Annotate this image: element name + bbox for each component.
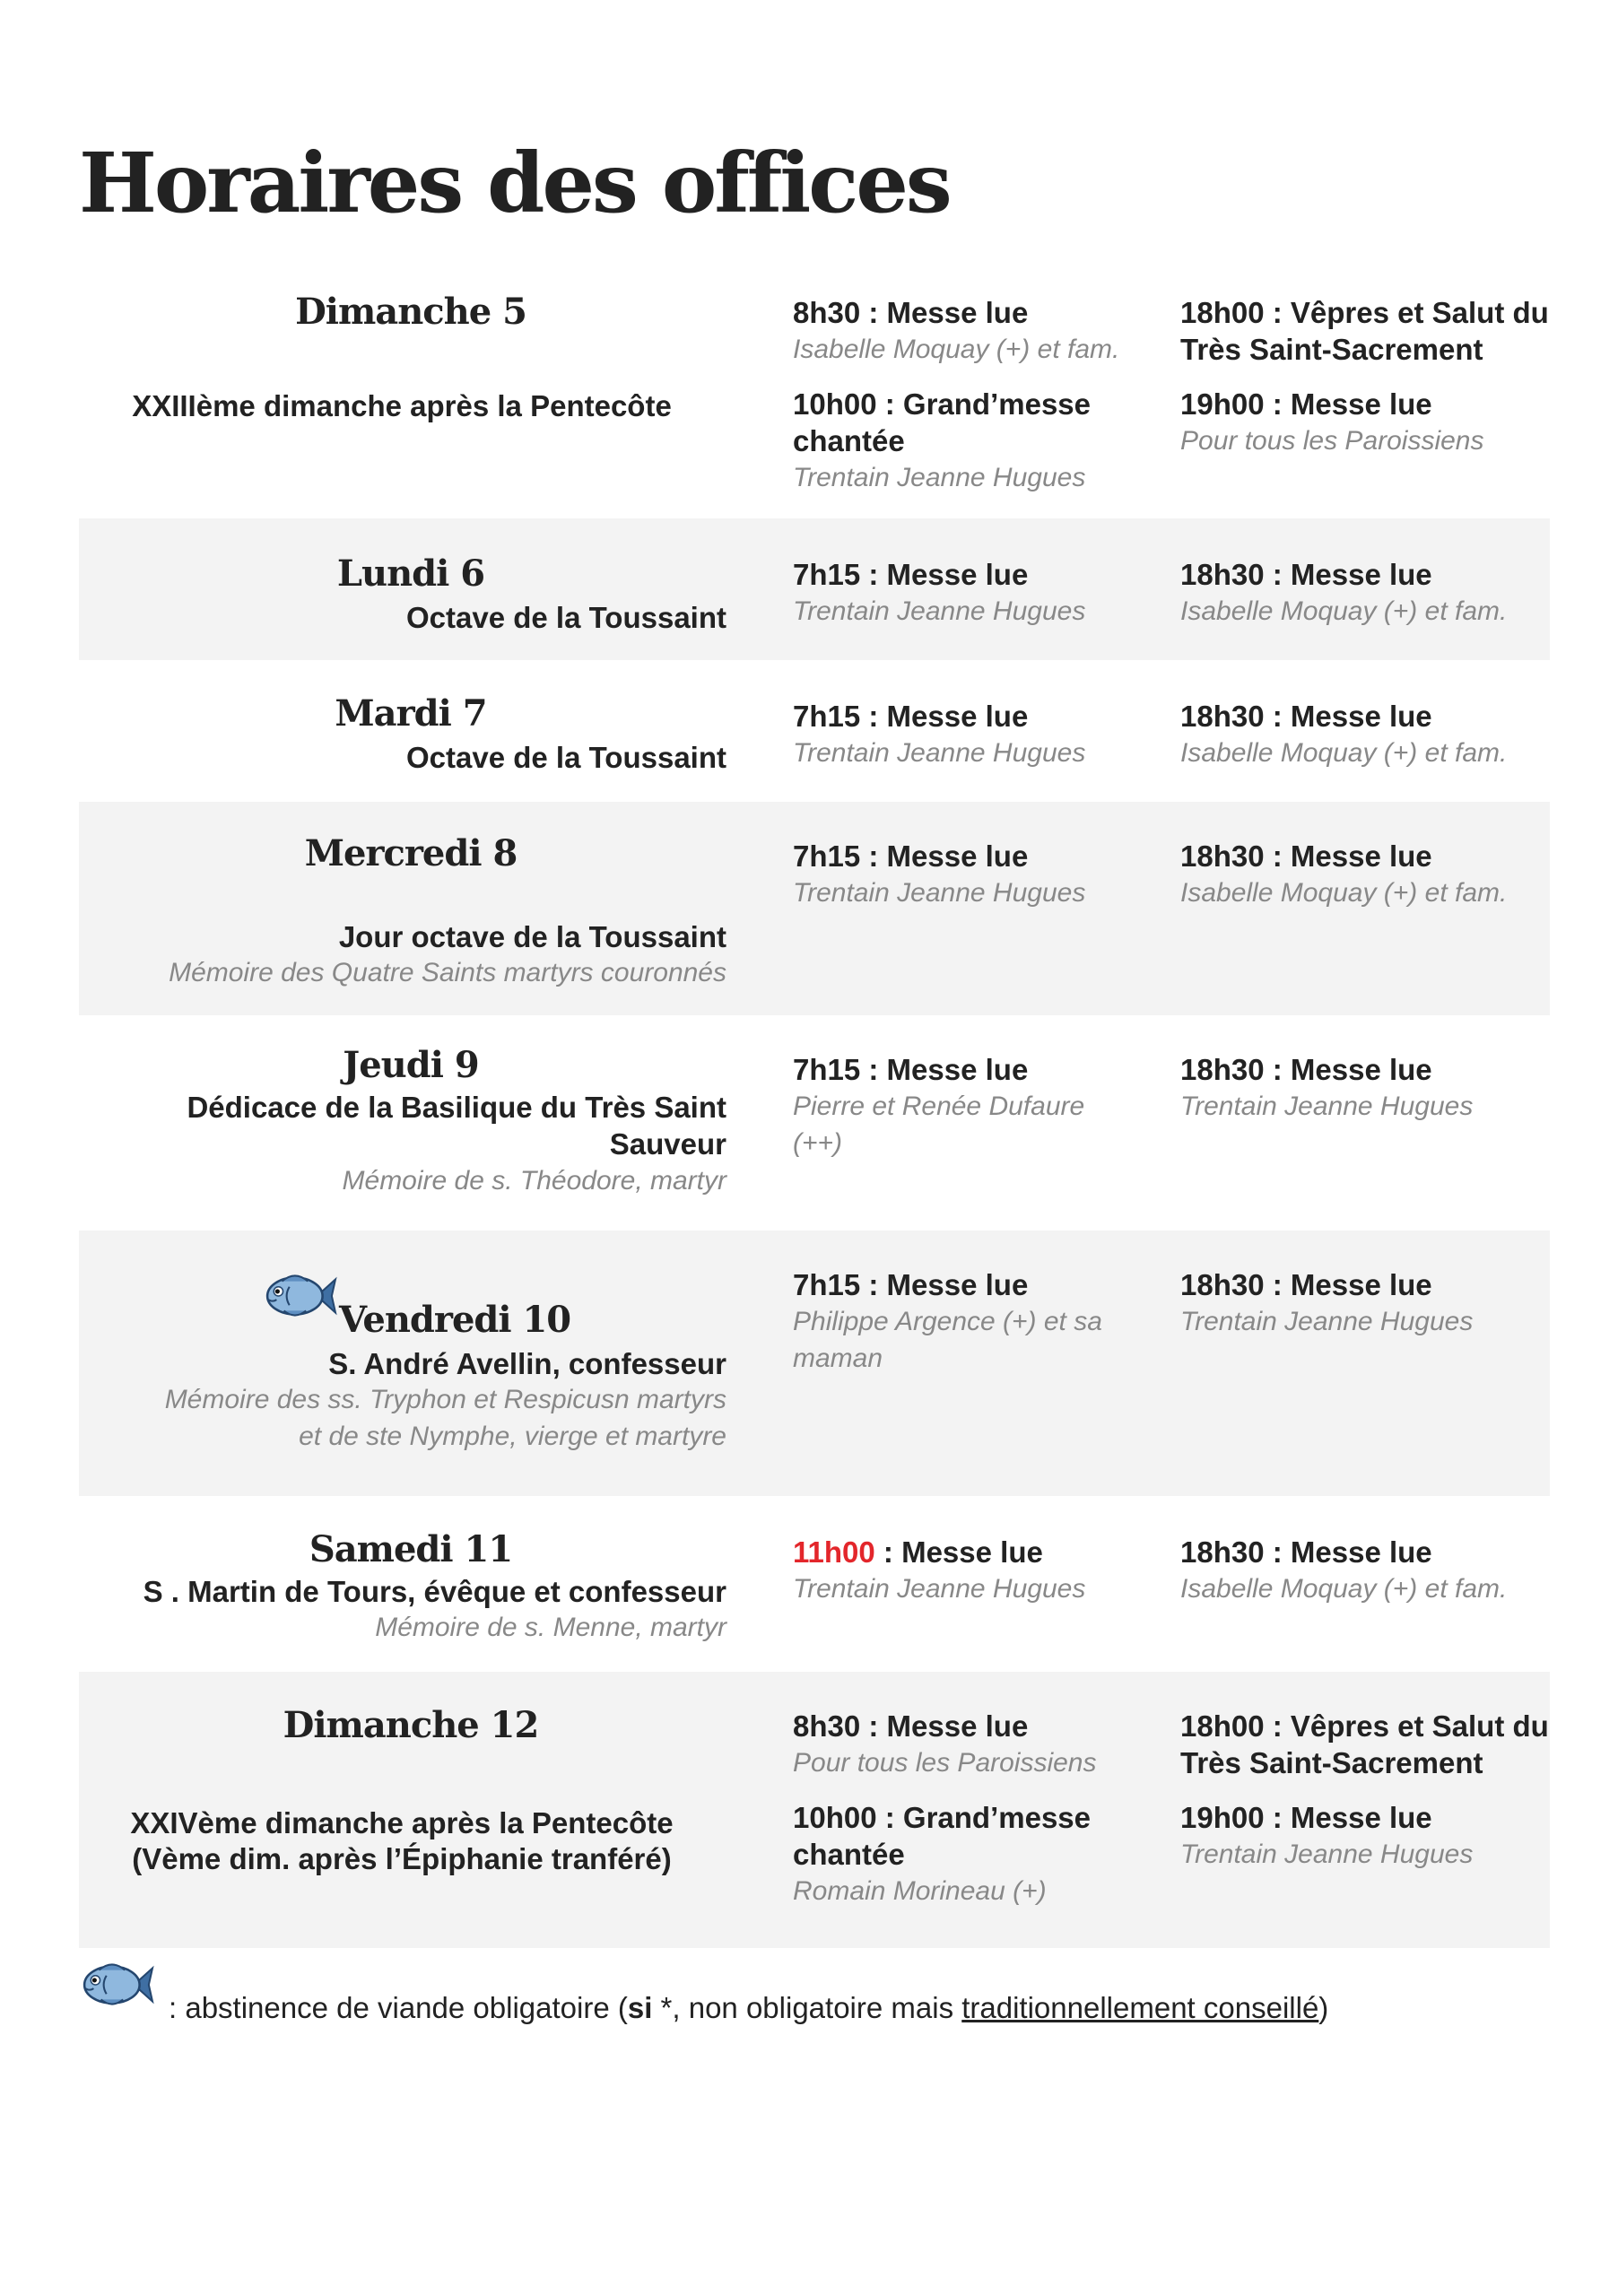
legend-middle: *, non obligatoire mais (652, 1991, 962, 2024)
mass-intention: Isabelle Moquay (+) et fam. (1180, 878, 1508, 908)
memoire-label: Mémoire de s. Menne, martyr (375, 1613, 726, 1642)
mass-entry (793, 1534, 1152, 1607)
legend-prefix: : abstinence de viande obligatoire ( (169, 1991, 628, 2024)
mass-entry (1180, 1534, 1557, 1607)
mass-intention: Trentain Jeanne Hugues (793, 596, 1086, 626)
mass-label: : Messe lue (1264, 1535, 1432, 1569)
mass-intention: Trentain Jeanne Hugues (1180, 1307, 1474, 1336)
day-name: Dimanche 12 (283, 1704, 539, 1746)
mass-label: : Messe lue (1264, 387, 1432, 421)
mass-entry (1180, 1051, 1557, 1125)
mass-entry (793, 1266, 1134, 1377)
mass-entry (1180, 838, 1557, 911)
mass-label: : Messe lue (860, 1053, 1029, 1086)
day-block (79, 287, 1550, 520)
mass-entry (793, 294, 1152, 368)
feast-label: Octave de la Toussaint (405, 601, 726, 634)
day-block (79, 1015, 1550, 1231)
mass-time: 8h30 (793, 1709, 861, 1743)
mass-label: : Vêpres et Salut du Très Saint-Sacrement (1180, 296, 1549, 366)
legend-si: si (627, 1991, 653, 2024)
mass-entry (1180, 698, 1557, 771)
mass-intention: Trentain Jeanne Hugues (793, 878, 1086, 908)
mass-label: : Messe lue (1264, 700, 1432, 733)
mass-label: : Grand’messe chantée (793, 1801, 1092, 1871)
mass-time: 19h00 (1180, 1801, 1265, 1834)
day-block (79, 1672, 1550, 1948)
day-name: Dimanche 5 (295, 291, 526, 333)
mass-entry (793, 556, 1152, 630)
mass-label: : Messe lue (1264, 839, 1432, 873)
legend (169, 1991, 1328, 2025)
mass-time: 7h15 (793, 1053, 861, 1086)
mass-label: : Messe lue (860, 1268, 1029, 1301)
day-block (79, 518, 1550, 660)
mass-intention: Trentain Jeanne Hugues (793, 738, 1086, 768)
mass-intention: Isabelle Moquay (+) et fam. (1180, 738, 1508, 768)
mass-intention: Trentain Jeanne Hugues (1180, 1839, 1474, 1869)
mass-entry (793, 1708, 1152, 1781)
fish-icon (264, 1268, 337, 1324)
mass-entry (793, 1051, 1116, 1161)
mass-entry (1180, 294, 1557, 368)
mass-time: 10h00 (793, 1801, 877, 1834)
mass-time: 18h30 (1180, 1053, 1265, 1086)
mass-label: : Messe lue (860, 296, 1029, 329)
mass-intention: Trentain Jeanne Hugues (1180, 1091, 1474, 1121)
mass-label: : Messe lue (860, 839, 1029, 873)
memoire-label: Mémoire de s. Théodore, martyr (342, 1166, 726, 1196)
mass-time: 18h00 (1180, 1709, 1265, 1743)
mass-intention: Isabelle Moquay (+) et fam. (1180, 596, 1508, 626)
mass-label: : Messe lue (1264, 1801, 1432, 1834)
mass-entry (793, 386, 1152, 496)
memoire-label: Mémoire des Quatre Saints martyrs couronnés (169, 958, 726, 987)
mass-entry (1180, 386, 1557, 459)
day-name: Mardi 7 (335, 692, 487, 735)
feast-label: Octave de la Toussaint (405, 741, 726, 774)
day-block (79, 802, 1550, 1015)
feast-label: S. André Avellin, confesseur (328, 1347, 726, 1380)
mass-entry (1180, 1708, 1557, 1781)
day-block (79, 1496, 1550, 1672)
legend-suffix: ) (1318, 1991, 1329, 2024)
mass-entry (1180, 556, 1557, 630)
mass-time: 18h30 (1180, 1535, 1265, 1569)
mass-label: : Messe lue (860, 1709, 1029, 1743)
mass-time: 8h30 (793, 296, 861, 329)
mass-intention: Pour tous les Paroissiens (1180, 426, 1484, 456)
mass-entry (1180, 1799, 1557, 1873)
mass-time: 7h15 (793, 1268, 861, 1301)
mass-time: 10h00 (793, 387, 877, 421)
memoire-label: Mémoire des ss. Tryphon et Respicusn martyrs et de ste Nymphe, vierge et martyre (164, 1385, 726, 1451)
mass-label: : Messe lue (1264, 1268, 1432, 1301)
mass-time: 7h15 (793, 839, 861, 873)
mass-time: 11h00 (793, 1535, 875, 1569)
mass-intention: Isabelle Moquay (+) et fam. (793, 335, 1120, 364)
day-block (79, 660, 1550, 802)
mass-time: 18h30 (1180, 1268, 1265, 1301)
day-name: Jeudi 9 (343, 1044, 479, 1086)
mass-label: : Messe lue (874, 1535, 1043, 1569)
mass-intention: Pour tous les Paroissiens (793, 1748, 1097, 1778)
mass-time: 7h15 (793, 558, 861, 591)
mass-time: 19h00 (1180, 387, 1265, 421)
feast-label: XXIVème dimanche après la Pentecôte (130, 1806, 674, 1839)
mass-intention: Trentain Jeanne Hugues (793, 463, 1086, 492)
mass-time: 18h30 (1180, 839, 1265, 873)
feast-label: Dédicace de la Basilique du Très Saint Sauveur (187, 1091, 726, 1161)
mass-label: : Vêpres et Salut du Très Saint-Sacrement (1180, 1709, 1549, 1779)
mass-intention: Isabelle Moquay (+) et fam. (1180, 1574, 1508, 1604)
mass-label: : Messe lue (1264, 1053, 1432, 1086)
mass-time: 18h30 (1180, 558, 1265, 591)
mass-time: 18h00 (1180, 296, 1265, 329)
mass-label: : Messe lue (860, 558, 1029, 591)
mass-time: 7h15 (793, 700, 861, 733)
mass-intention: Pierre et Renée Dufaure (++) (793, 1091, 1085, 1158)
mass-entry (793, 1799, 1152, 1909)
day-block (79, 1231, 1550, 1496)
mass-entry (1180, 1266, 1557, 1340)
day-name: Samedi 11 (309, 1528, 513, 1570)
feast-label: S . Martin de Tours, évêque et confesseur (143, 1575, 726, 1608)
mass-intention: Trentain Jeanne Hugues (793, 1574, 1086, 1604)
mass-intention: Romain Morineau (+) (793, 1876, 1047, 1906)
feast-label: Jour octave de la Toussaint (338, 920, 726, 953)
mass-label: : Messe lue (860, 700, 1029, 733)
day-name: Vendredi 10 (339, 1299, 571, 1341)
day-name: Mercredi 8 (304, 832, 518, 874)
mass-entry (793, 698, 1152, 771)
day-name: Lundi 6 (336, 552, 485, 595)
feast-label: XXIIIème dimanche après la Pentecôte (132, 389, 672, 422)
legend-underlined: traditionnellement conseillé (961, 1991, 1319, 2024)
mass-intention: Philippe Argence (+) et sa maman (793, 1307, 1102, 1373)
mass-label: : Grand’messe chantée (793, 387, 1092, 457)
mass-entry (793, 838, 1152, 911)
mass-label: : Messe lue (1264, 558, 1432, 591)
feast-label-secondary: (Vème dim. après l’Épiphanie tranféré) (132, 1842, 672, 1875)
mass-time: 18h30 (1180, 700, 1265, 733)
page-title: Horaires des offices (79, 135, 950, 231)
fish-icon (81, 1957, 154, 2013)
